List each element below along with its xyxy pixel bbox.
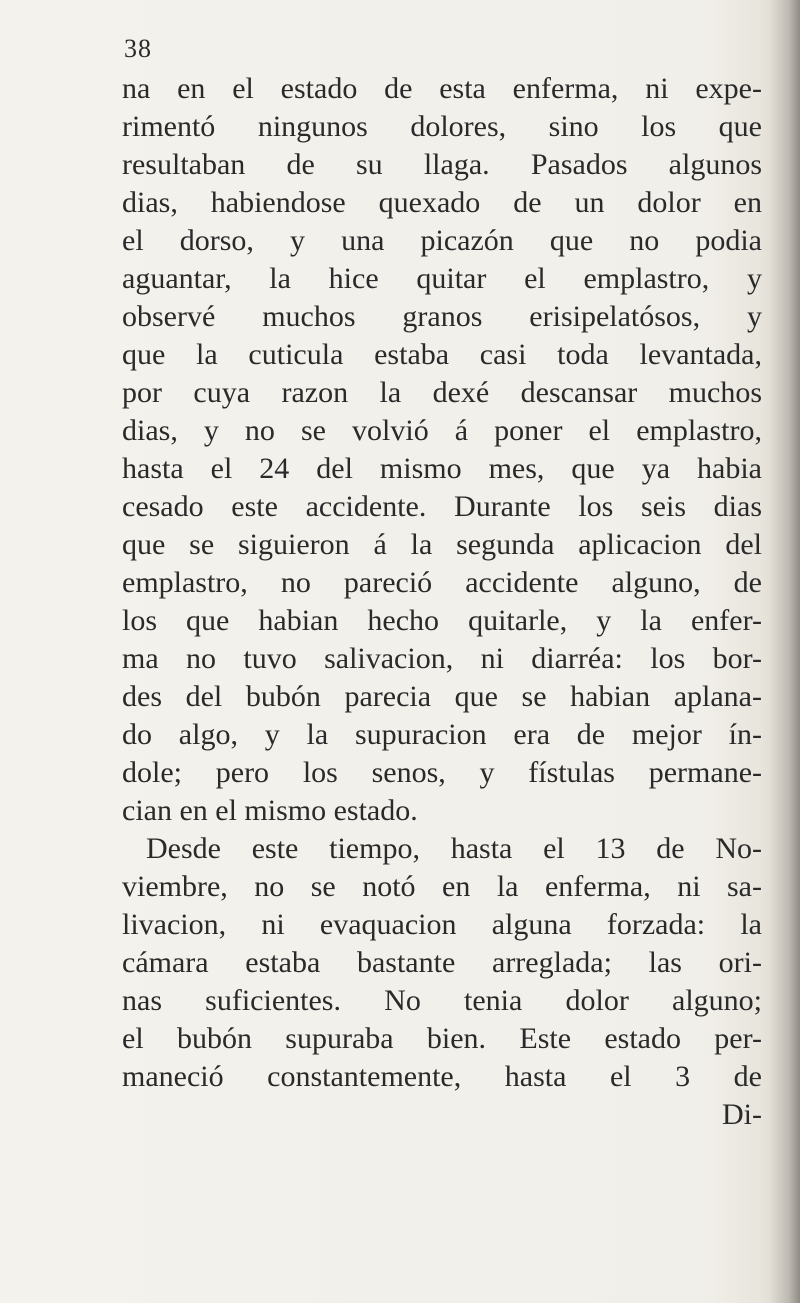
- text-line: maneció constantemente, hasta el 3 de: [122, 1060, 762, 1093]
- text-line: des del bubón parecia que se habian aplana-: [122, 680, 762, 713]
- text-line: por cuya razon la dexé descansar muchos: [122, 376, 762, 409]
- catchword: Di-: [722, 1098, 762, 1131]
- text-line: los que habian hecho quitarle, y la enfer-: [122, 604, 762, 637]
- text-line: aguantar, la hice quitar el emplastro, y: [122, 262, 762, 295]
- text-line: nas suficientes. No tenia dolor alguno;: [122, 984, 762, 1017]
- body-text: [122, 70, 762, 1134]
- page-edge-shadow: [770, 0, 800, 1303]
- text-line: que se siguieron á la segunda aplicacion del: [122, 528, 762, 561]
- page-number: 38: [124, 34, 152, 63]
- text-line: livacion, ni evaquacion alguna forzada: la: [122, 908, 762, 941]
- text-line: cámara estaba bastante arreglada; las ori-: [122, 946, 762, 979]
- text-line: rimentó ningunos dolores, sino los que: [122, 110, 762, 143]
- text-line: do algo, y la supuracion era de mejor ín-: [122, 718, 762, 751]
- paragraph-start-line: Desde este tiempo, hasta el 13 de No-: [146, 832, 762, 865]
- text-line: emplastro, no pareció accidente alguno, de: [122, 566, 762, 599]
- text-line: viembre, no se notó en la enferma, ni sa-: [122, 870, 762, 903]
- text-line: ma no tuvo salivacion, ni diarréa: los bor-: [122, 642, 762, 675]
- text-line: el bubón supuraba bien. Este estado per-: [122, 1022, 762, 1055]
- text-line: que la cuticula estaba casi toda levantada,: [122, 338, 762, 371]
- paragraph-end-line: cian en el mismo estado.: [122, 794, 418, 827]
- text-line: cesado este accidente. Durante los seis dias: [122, 490, 762, 523]
- text-line: resultaban de su llaga. Pasados algunos: [122, 148, 762, 181]
- text-line: dole; pero los senos, y fístulas permane-: [122, 756, 762, 789]
- text-line: dias, y no se volvió á poner el emplastro,: [122, 414, 762, 447]
- text-line: el dorso, y una picazón que no podia: [122, 224, 762, 257]
- text-line: na en el estado de esta enferma, ni expe-: [122, 72, 762, 105]
- text-line: dias, habiendose quexado de un dolor en: [122, 186, 762, 219]
- text-line: hasta el 24 del mismo mes, que ya habia: [122, 452, 762, 485]
- text-line: observé muchos granos erisipelatósos, y: [122, 300, 762, 333]
